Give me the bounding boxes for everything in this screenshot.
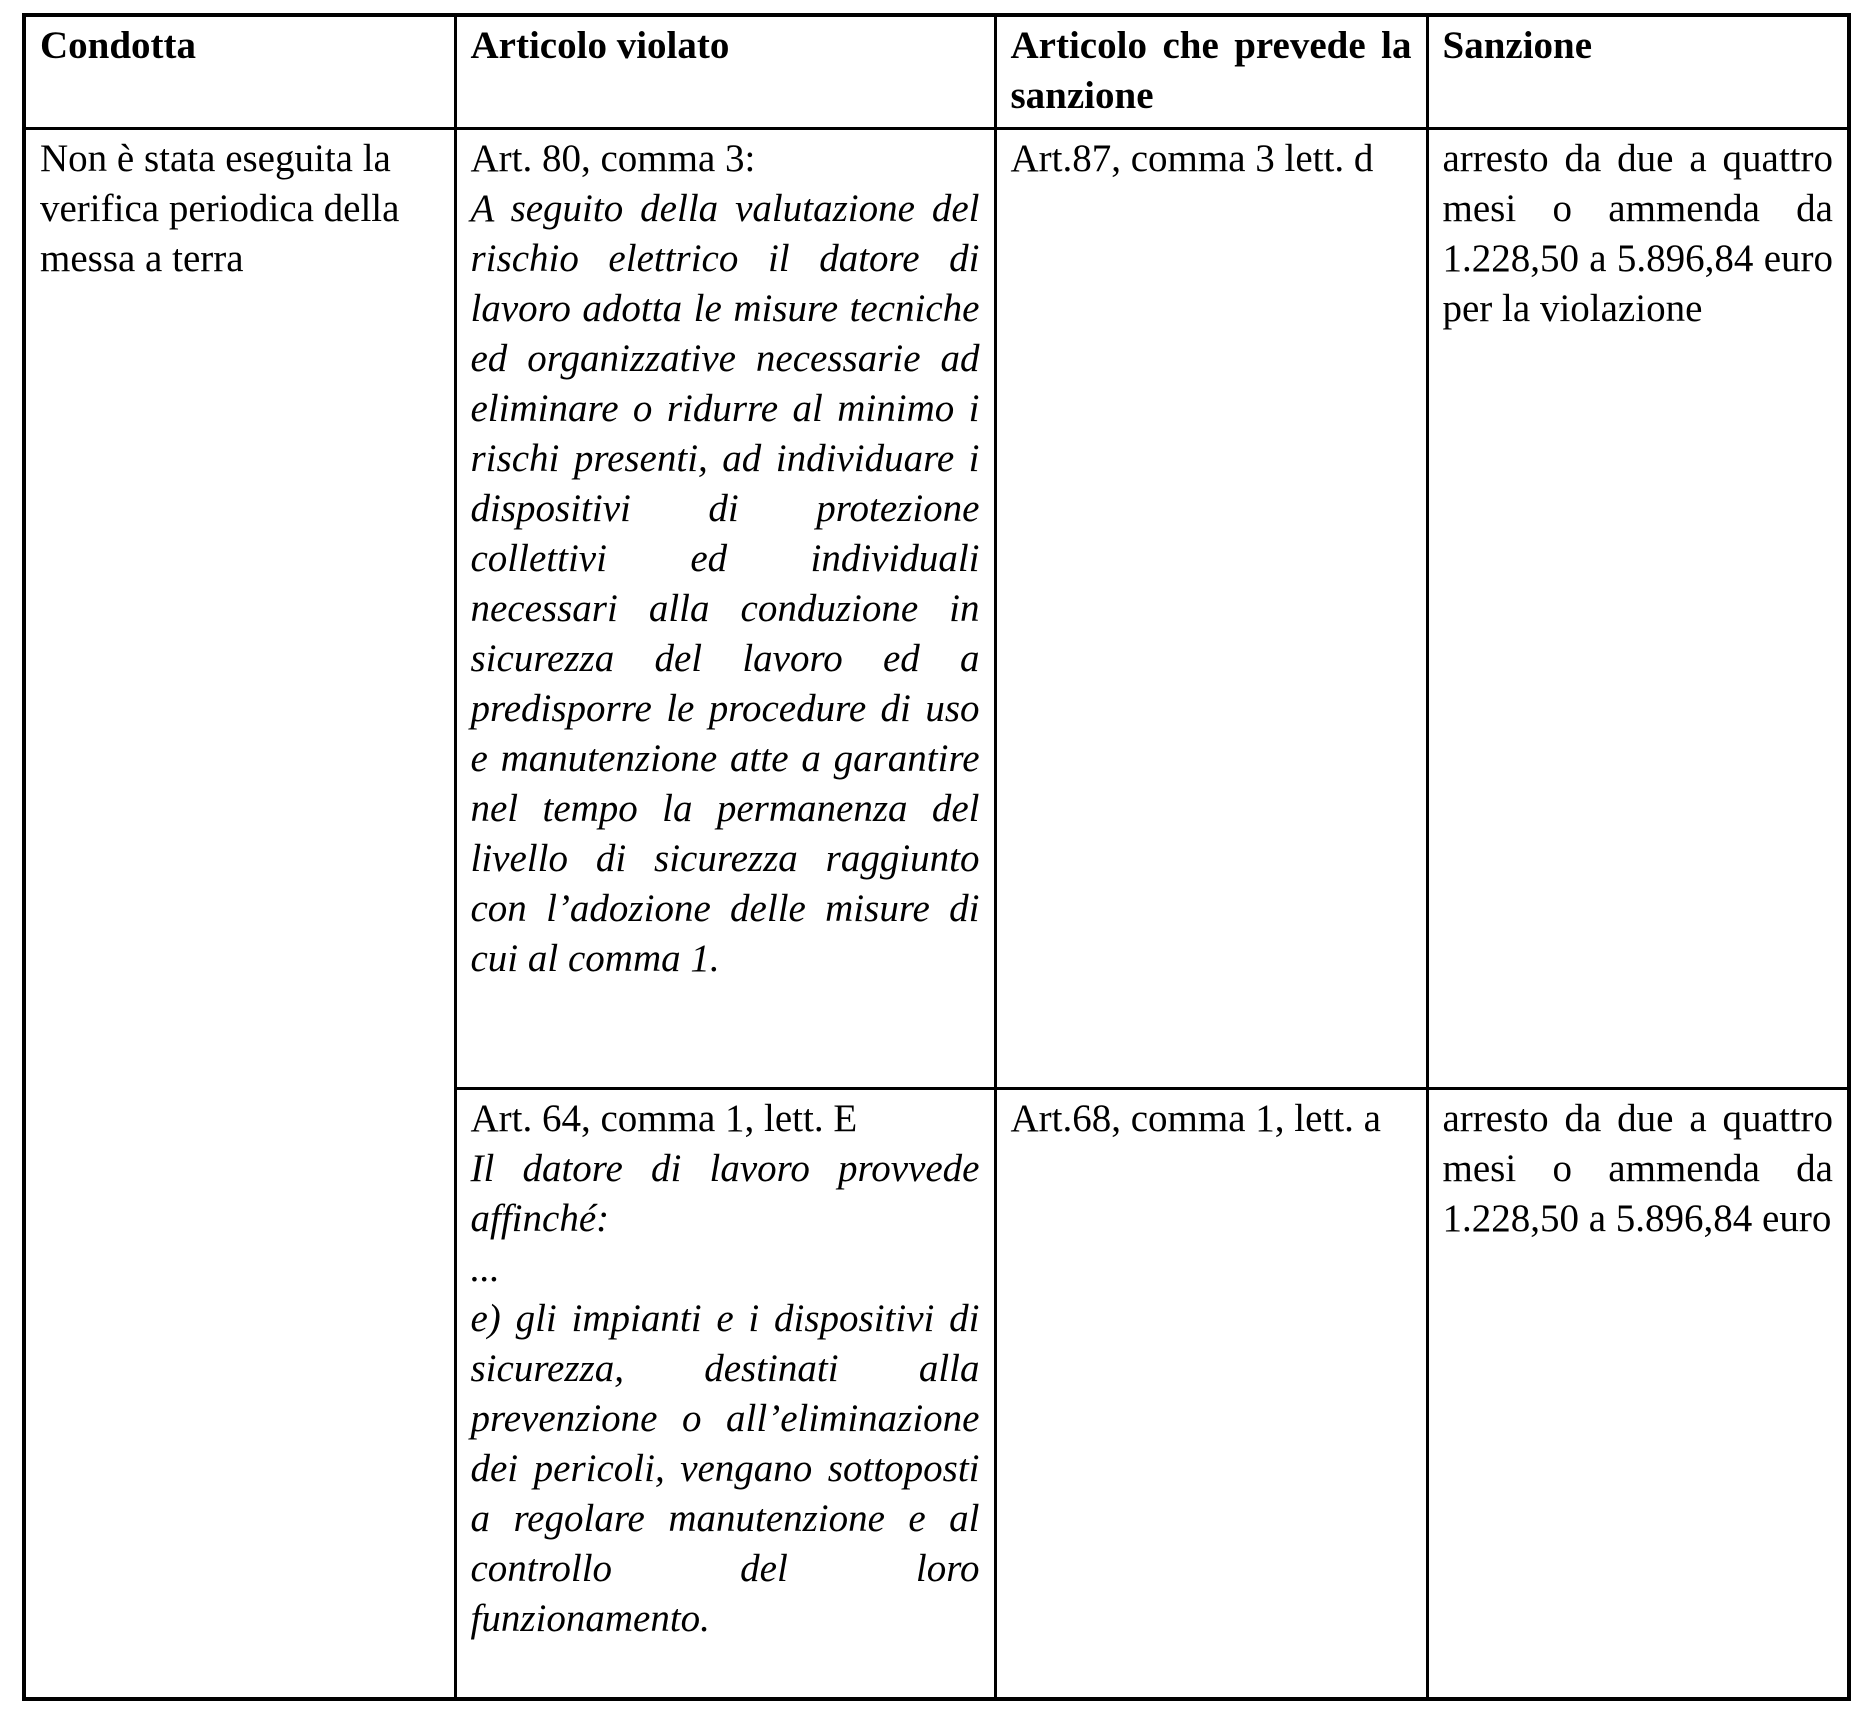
articolo-violato-intro-row2: Il datore di lavoro provvede affinché: bbox=[470, 1147, 980, 1240]
cell-condotta bbox=[24, 129, 455, 1699]
articolo-violato-body-row2: e) gli impianti e i dispositivi di sicurezza, destinati alla prevenzione o all’eliminazione dei pericoli, vengano sottoposti a regolare manutenzione e al controllo del loro funzionamento. bbox=[470, 1297, 980, 1640]
articolo-violato-title-row1: Art. 80, comma 3: bbox=[470, 137, 756, 180]
header-condotta: Condotta bbox=[24, 15, 455, 129]
table-row-1 bbox=[24, 129, 1849, 1089]
header-articolo-violato: Articolo violato bbox=[455, 15, 995, 129]
articolo-violato-body-row1: A seguito della valutazione del rischio elettrico il datore di lavoro adotta le misure tecniche ed organizzative necessarie ad eliminare o ridurre al minimo i rischi presenti, ad individuare i dispositivi di protezione collettivi ed individuali necessari alla conduzione in sicurezza del lavoro ed a predisporre le procedure di uso e manutenzione atte a garantire nel tempo la permanenza del livello di sicurezza raggiunto con l’adozione delle misure di cui al comma 1. bbox=[470, 187, 980, 980]
header-sanzione: Sanzione bbox=[1427, 15, 1849, 129]
articolo-sanzione-text-row2: Art.68, comma 1, lett. a bbox=[1010, 1097, 1381, 1140]
articolo-violato-title-row2: Art. 64, comma 1, lett. E bbox=[470, 1097, 858, 1140]
header-articolo-prevede-sanzione: Articolo che prevede la sanzione bbox=[995, 15, 1427, 129]
articolo-violato-ellipsis-row2: ... bbox=[470, 1247, 500, 1290]
sanzione-text-row1: arresto da due a quattro mesi o ammenda da 1.228,50 a 5.896,84 euro per la violazione bbox=[1442, 137, 1833, 330]
header-row bbox=[24, 15, 1849, 129]
cell-articolo-violato-row2 bbox=[455, 1089, 995, 1699]
sanzione-text-row2: arresto da due a quattro mesi o ammenda da 1.228,50 a 5.896,84 euro bbox=[1442, 1097, 1833, 1240]
cell-articolo-violato-row1 bbox=[455, 129, 995, 1089]
cell-sanzione-row2 bbox=[1427, 1089, 1849, 1699]
articolo-sanzione-text-row1: Art.87, comma 3 lett. d bbox=[1010, 137, 1374, 180]
cell-articolo-sanzione-row2 bbox=[995, 1089, 1427, 1699]
condotta-text: Non è stata eseguita la verifica periodica della messa a terra bbox=[40, 137, 400, 280]
sanctions-table bbox=[22, 13, 1851, 1701]
cell-sanzione-row1 bbox=[1427, 129, 1849, 1089]
cell-articolo-sanzione-row1 bbox=[995, 129, 1427, 1089]
